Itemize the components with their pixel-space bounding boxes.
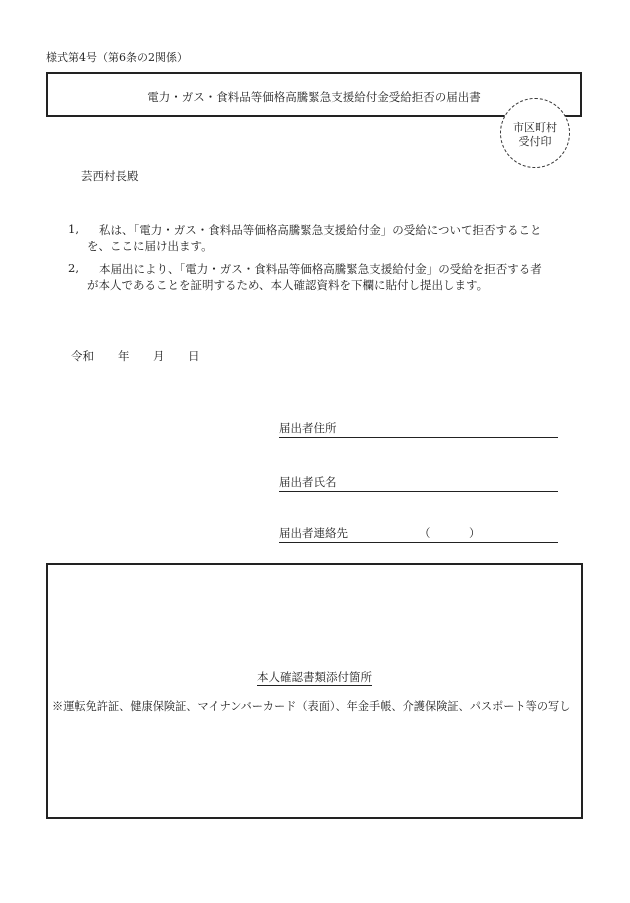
item-text-line2: を、ここに届け出ます。 — [87, 239, 213, 253]
id-section-note: ※運転免許証、健康保険証、マイナンバーカード（表面）、年金手帳、介護保険証、パスポート等の写し — [52, 700, 571, 713]
id-section-title: 本人確認書類添付箇所 — [257, 670, 372, 684]
contact-label: 届出者連絡先 — [279, 526, 348, 540]
item-text-line1: 私は、「電力・ガス・食料品等価格高騰緊急支援給付金」の受給について拒否すること — [99, 223, 542, 237]
addressee: 芸西村長殿 — [81, 169, 139, 183]
id-document-attachment-box — [46, 563, 583, 819]
reception-stamp-area — [500, 98, 570, 168]
contact-paren-close: ） — [469, 526, 481, 540]
date-month: 月 — [153, 349, 165, 363]
document-title: 電力・ガス・食料品等価格高騰緊急支援給付金受給拒否の届出書 — [147, 90, 481, 104]
address-field[interactable] — [279, 420, 558, 438]
date-era: 令和 — [71, 349, 94, 363]
id-title-wrapper — [48, 669, 581, 685]
date-year: 年 — [118, 349, 130, 363]
item-number: 1, — [68, 222, 79, 236]
stamp-label-line1: 市区町村 — [513, 121, 557, 134]
title-box — [46, 72, 582, 117]
stamp-label-line2: 受付印 — [518, 135, 552, 148]
item-text-line2: が本人であることを証明するため、本人確認資料を下欄に貼付し提出します。 — [87, 278, 489, 292]
item-number: 2, — [68, 261, 79, 275]
address-label: 届出者住所 — [279, 421, 337, 435]
contact-paren-open: （ — [419, 526, 431, 540]
item-text-line1: 本届出により、「電力・ガス・食料品等価格高騰緊急支援給付金」の受給を拒否する者 — [99, 262, 542, 276]
name-label: 届出者氏名 — [279, 475, 337, 489]
form-number: 様式第4号（第6条の2関係） — [46, 51, 188, 64]
date-day: 日 — [188, 349, 200, 363]
name-field[interactable] — [279, 474, 558, 492]
contact-field[interactable] — [279, 525, 558, 543]
